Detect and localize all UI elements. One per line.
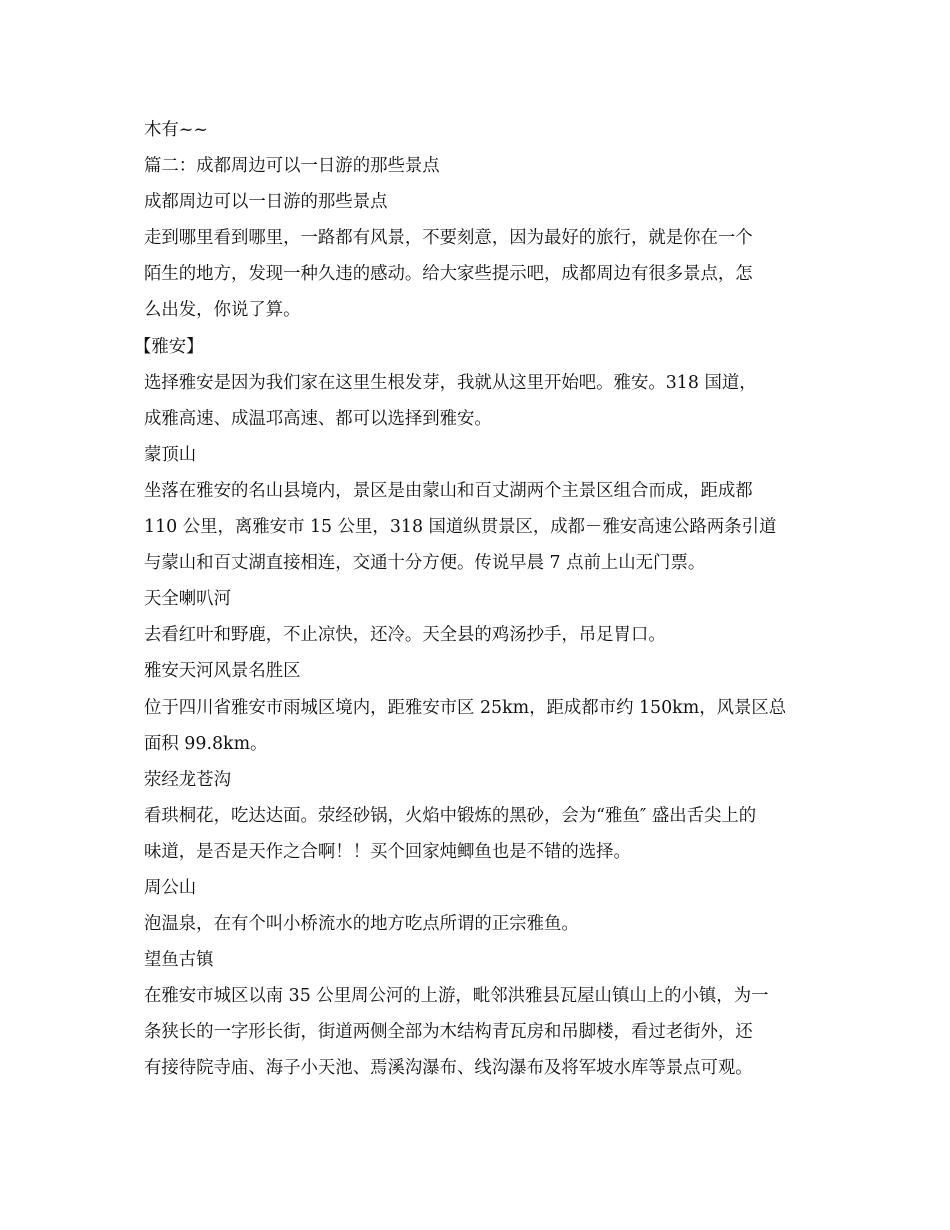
paragraph-line: 位于四川省雅安市雨城区境内，距雅安市区 25km，距成都市约 150km，风景区总 <box>144 697 787 718</box>
paragraph-line: 走到哪里看到哪里，一路都有风景，不要刻意，因为最好的旅行，就是你在一个 <box>144 228 753 249</box>
spot-heading-tianhe: 雅安天河风景名胜区 <box>144 661 301 682</box>
paragraph-line: 坐落在雅安的名山县境内，景区是由蒙山和百丈湖两个主景区组合而成，距成都 <box>144 480 753 501</box>
region-heading-yaan: 【雅安】 <box>134 336 204 357</box>
spot-heading-longcanggou: 荥经龙苍沟 <box>144 769 231 790</box>
paragraph-line: 看珙桐花，吃达达面。荥经砂锅，火焰中锻炼的黑砂，会为“雅鱼″ 盛出舌尖上的 <box>144 805 757 826</box>
paragraph-line: 选择雅安是因为我们家在这里生根发芽，我就从这里开始吧。雅安。318 国道， <box>144 372 757 393</box>
spot-heading-zhougongshan: 周公山 <box>144 877 197 898</box>
paragraph-line: 去看红叶和野鹿，不止凉快，还冷。天全县的鸡汤抄手，吊足胃口。 <box>144 625 666 646</box>
paragraph-line: 有接待院寺庙、海子小天池、焉溪沟瀑布、线沟瀑布及将军坡水库等景点可观。 <box>144 1058 753 1079</box>
spot-heading-mengding: 蒙顶山 <box>144 444 197 465</box>
article-title: 成都周边可以一日游的那些景点 <box>144 192 388 213</box>
paragraph-line: 陌生的地方，发现一种久违的感动。给大家些提示吧，成都周边有很多景点，怎 <box>144 264 753 285</box>
paragraph-line: 味道，是否是天作之合啊！！买个回家炖鲫鱼也是不错的选择。 <box>144 841 631 862</box>
paragraph-line: 么出发，你说了算。 <box>144 300 301 321</box>
paragraph-line: 在雅安市城区以南 35 公里周公河的上游，毗邻洪雅县瓦屋山镇山上的小镇，为一 <box>144 986 769 1007</box>
spot-heading-labahe: 天全喇叭河 <box>144 589 231 610</box>
paragraph-line: 面积 99.8km。 <box>144 733 268 754</box>
document-page <box>134 112 810 1087</box>
spot-heading-wangyu: 望鱼古镇 <box>144 950 214 971</box>
paragraph-line: 与蒙山和百丈湖直接相连，交通十分方便。传说早晨 7 点前上山无门票。 <box>144 553 706 574</box>
paragraph-line: 成雅高速、成温邛高速、都可以选择到雅安。 <box>144 408 492 429</box>
section-heading: 篇二：成都周边可以一日游的那些景点 <box>144 156 440 177</box>
text-line-intro: 木有~~ <box>144 120 208 140</box>
paragraph-line: 条狭长的一字形长街，街道两侧全部为木结构青瓦房和吊脚楼，看过老街外，还 <box>144 1022 753 1043</box>
paragraph-line: 110 公里，离雅安市 15 公里，318 国道纵贯景区，成都－雅安高速公路两条引道 <box>144 517 777 538</box>
paragraph-line: 泡温泉，在有个叫小桥流水的地方吃点所谓的正宗雅鱼。 <box>144 914 579 935</box>
